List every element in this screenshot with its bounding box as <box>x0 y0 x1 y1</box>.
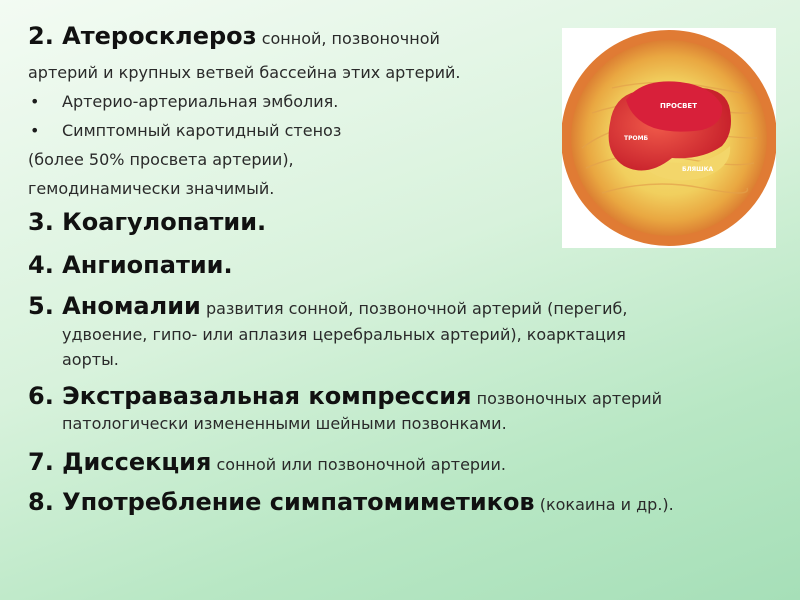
item-7-heading <box>28 448 506 476</box>
item-2-title-rest: сонной, позвоночной <box>261 29 440 48</box>
item-6-title: 6. Экстравазальная компрессия <box>28 382 472 410</box>
item-2-heading <box>28 22 440 50</box>
item-8-title: 8. Употребление симпатомиметиков <box>28 488 535 516</box>
item-6-heading <box>28 382 662 410</box>
item-2-bullet-1: Артерио-артериальная эмболия. <box>62 92 339 111</box>
item-5-title: 5. Аномалии <box>28 292 201 320</box>
item-8-title-rest: (кокаина и др.). <box>539 495 674 514</box>
item-5-line-3: аорты. <box>62 350 119 369</box>
item-2-bullet-2: Симптомный каротидный стеноз <box>62 121 342 140</box>
item-4-title: 4. Ангиопатии. <box>28 251 233 279</box>
item-2-title: 2. Атеросклероз <box>28 22 257 50</box>
label-lumen: ПРОСВЕТ <box>660 102 697 110</box>
bullet-dot-1: • <box>30 92 40 111</box>
item-6-line-2: патологически измененными шейными позвонками. <box>62 414 507 433</box>
item-6-title-rest: позвоночных артерий <box>476 389 663 408</box>
item-5-heading <box>28 292 627 320</box>
item-7-title-rest: сонной или позвоночной артерии. <box>216 455 506 474</box>
label-plaque: БЛЯШКА <box>682 166 714 173</box>
item-8-heading <box>28 488 674 516</box>
artery-illustration <box>562 28 776 248</box>
item-2-line-2: артерий и крупных ветвей бассейна этих артерий. <box>28 63 461 82</box>
item-7-title: 7. Диссекция <box>28 448 212 476</box>
item-5-title-rest: развития сонной, позвоночной артерий (перегиб, <box>205 299 628 318</box>
item-3-title: 3. Коагулопатии. <box>28 208 267 236</box>
bullet-dot-2: • <box>30 121 40 140</box>
item-2-line-5: (более 50% просвета артерии), <box>28 150 294 169</box>
item-2-line-6: гемодинамически значимый. <box>28 179 275 198</box>
label-thrombus: ТРОМБ <box>624 135 649 142</box>
artery-cross-section-graphic <box>562 28 776 248</box>
item-5-line-2: удвоение, гипо- или аплазия церебральных артерий), коарктация <box>62 325 626 344</box>
